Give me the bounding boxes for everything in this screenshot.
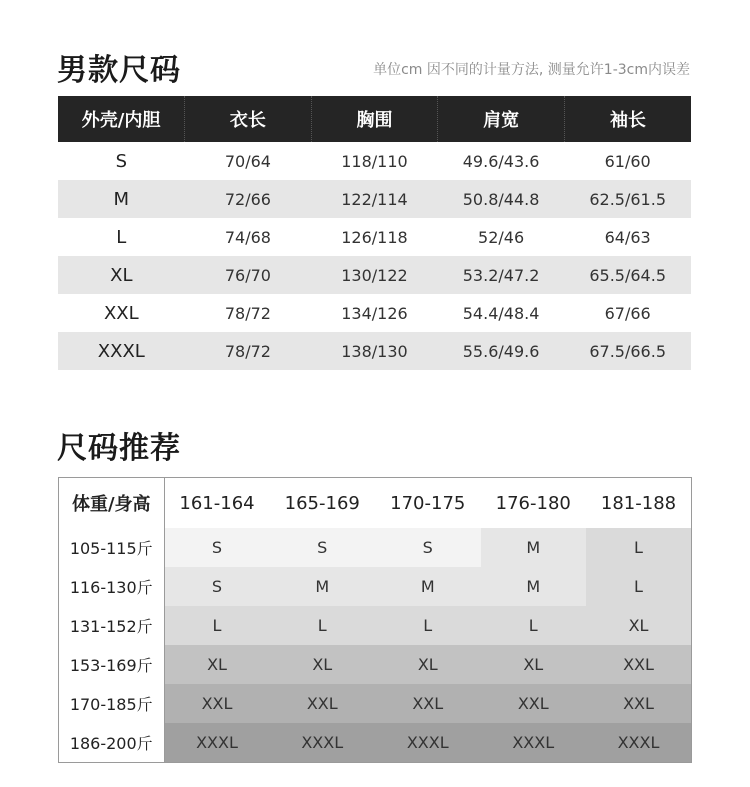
table-cell: 76/70 [185,256,312,294]
weight-label: 170-185斤 [59,684,165,723]
size-header-row [58,96,691,142]
height-header: 170-175 [375,478,481,529]
table-cell: M [375,567,481,606]
table-cell: 53.2/47.2 [438,256,565,294]
table-cell: XL [375,645,481,684]
table-cell: 122/114 [311,180,438,218]
table-cell: 54.4/48.4 [462,303,540,323]
table-row [59,645,692,684]
table-cell: 118/110 [341,151,408,171]
table-cell: XXL [586,645,692,684]
table-cell: XXL [270,684,376,723]
table-cell: L [586,528,692,567]
height-header: 161-164 [164,478,270,529]
table-cell: 50.8/44.8 [438,180,565,218]
table-cell: M [481,567,587,606]
header-chest: 胸围 [311,96,438,142]
mens-size-title: 男款尺码 [57,53,181,88]
height-header-row [59,478,692,529]
size-label: XXL [103,302,139,324]
header-shell-liner: 外壳/内胆 [58,96,185,142]
height-header: 165-169 [270,478,376,529]
table-cell: L [586,567,692,606]
table-cell: 70/64 [224,151,271,171]
size-label: M [58,180,185,218]
table-cell: S [270,528,376,567]
table-cell: 65.5/64.5 [564,256,691,294]
table-cell: M [481,528,587,567]
table-cell: XL [481,645,587,684]
table-cell: S [164,528,270,567]
table-cell: XXXL [586,723,692,763]
table-cell: 62.5/61.5 [564,180,691,218]
size-label: XXXL [58,332,185,370]
header-sleeve: 袖长 [564,96,691,142]
table-cell: 78/72 [185,332,312,370]
table-cell: XL [586,606,692,645]
table-cell: 134/126 [341,303,408,323]
weight-height-corner: 体重/身高 [59,478,165,529]
size-chart-table [58,96,691,370]
table-row [59,723,692,763]
size-recommend-title: 尺码推荐 [57,431,181,466]
table-row [58,294,691,332]
table-cell: 74/68 [224,227,271,247]
table-cell: L [164,606,270,645]
table-cell: 72/66 [185,180,312,218]
table-cell: 130/122 [311,256,438,294]
table-cell: 55.6/49.6 [438,332,565,370]
weight-label: 186-200斤 [59,723,165,763]
size-label: S [115,150,128,172]
table-row [59,684,692,723]
table-cell: 78/72 [224,303,271,323]
table-cell: L [375,606,481,645]
table-cell: 67/66 [604,303,651,323]
size-label: XL [58,256,185,294]
table-row [58,142,691,180]
table-row [58,332,691,370]
table-cell: 67.5/66.5 [564,332,691,370]
table-row [59,528,692,567]
header-length: 衣长 [185,96,312,142]
header-shoulder: 肩宽 [438,96,565,142]
table-cell: M [270,567,376,606]
table-cell: XXL [164,684,270,723]
table-cell: XXL [375,684,481,723]
table-row [59,567,692,606]
table-cell: 52/46 [478,227,525,247]
table-cell: 49.6/43.6 [462,151,540,171]
weight-label: 105-115斤 [59,528,165,567]
table-cell: 126/118 [341,227,408,247]
table-cell: XXL [586,684,692,723]
size-recommend-table [58,477,692,763]
table-cell: XXXL [164,723,270,763]
height-header: 181-188 [586,478,692,529]
table-cell: L [270,606,376,645]
table-cell: XXXL [375,723,481,763]
table-row [58,256,691,294]
table-cell: 61/60 [604,151,651,171]
size-label: L [116,226,127,248]
height-header: 176-180 [481,478,587,529]
table-cell: S [375,528,481,567]
table-cell: S [164,567,270,606]
table-cell: XXXL [481,723,587,763]
table-row [58,218,691,256]
table-cell: L [481,606,587,645]
table-cell: 138/130 [311,332,438,370]
table-row [58,180,691,218]
table-cell: 64/63 [604,227,651,247]
table-cell: XXXL [270,723,376,763]
table-row [59,606,692,645]
weight-label: 153-169斤 [59,645,165,684]
weight-label: 131-152斤 [59,606,165,645]
table-cell: XL [164,645,270,684]
measurement-note: 单位cm 因不同的计量方法, 测量允许1-3cm内误差 [373,62,690,78]
table-cell: XL [270,645,376,684]
table-cell: XXL [481,684,587,723]
weight-label: 116-130斤 [59,567,165,606]
